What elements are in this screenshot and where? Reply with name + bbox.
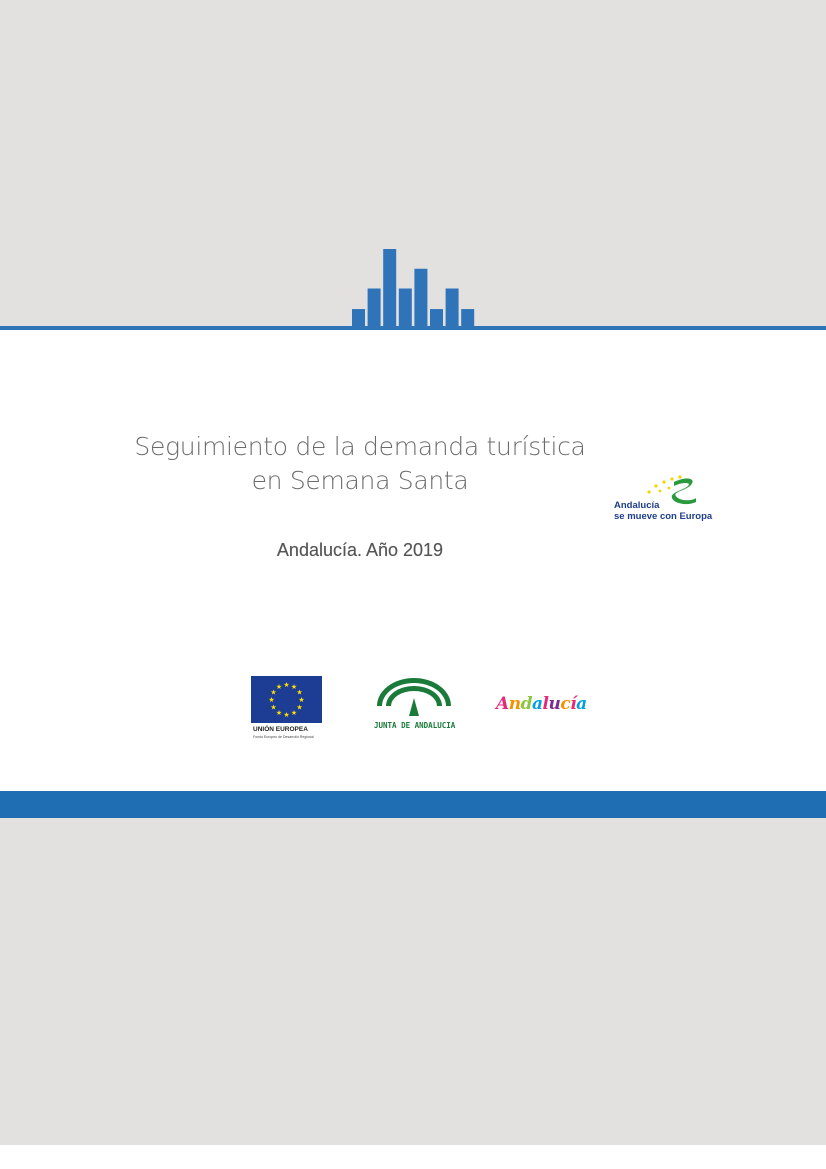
report-subtitle: Andalucía. Año 2019 [276,540,444,560]
eu-star-icon: ★ [270,703,277,712]
eu-logo [251,676,323,740]
eu-name-label: UNIÓN EUROPEA [253,726,308,733]
eu-fund-label: Fondo Europeo de Desarrollo Regional [253,735,314,739]
eu-flag-icon [251,676,322,723]
eu-star-icon: ★ [268,696,275,704]
eu-star-icon: ★ [270,688,277,697]
eu-star-icon: ★ [283,711,290,719]
eu-star-icon: ★ [290,683,298,692]
decor-bar-5 [414,269,427,328]
decor-bar-4 [399,289,412,329]
bottom-blue-bar [0,791,826,818]
decor-bar-7 [446,289,459,329]
ame-logo-text [614,500,712,522]
brand-letter: n [508,694,521,714]
brand-letter: A [496,694,509,714]
top-blue-rule [0,326,826,330]
brand-letter: d [520,694,532,714]
bar-chart-decoration-icon [350,248,480,328]
junta-tree-icon [409,698,419,716]
decor-bar-3 [383,249,396,328]
brand-letter: a [576,694,587,714]
eu-star-icon: ★ [298,696,305,704]
title-line-2: en Semana Santa [251,466,469,495]
junta-name-label: JUNTA DE ANDALUCIA [374,721,456,730]
bottom-gray-band [0,818,826,1145]
eu-star-icon: ★ [275,708,283,717]
eu-star-icon: ★ [275,683,283,692]
andalucia-brand-logo [496,694,587,714]
report-title [120,430,600,498]
eu-star-icon: ★ [296,688,303,697]
brand-letter: a [531,694,543,714]
ame-line-1: Andalucía [614,500,660,511]
eu-star-icon: ★ [290,708,298,717]
decor-bar-2 [368,289,381,329]
brand-letter: c [560,694,571,714]
eu-stars-icon [251,676,322,723]
eu-star-icon: ★ [283,681,290,689]
eu-star-icon: ★ [296,703,303,712]
brand-letter: í [570,694,577,714]
brand-letter: l [542,694,549,714]
ame-line-2: se mueve con Europa [614,511,713,522]
title-line-1: Seguimiento de la demanda turística [134,432,586,461]
brand-letter: u [548,694,561,714]
